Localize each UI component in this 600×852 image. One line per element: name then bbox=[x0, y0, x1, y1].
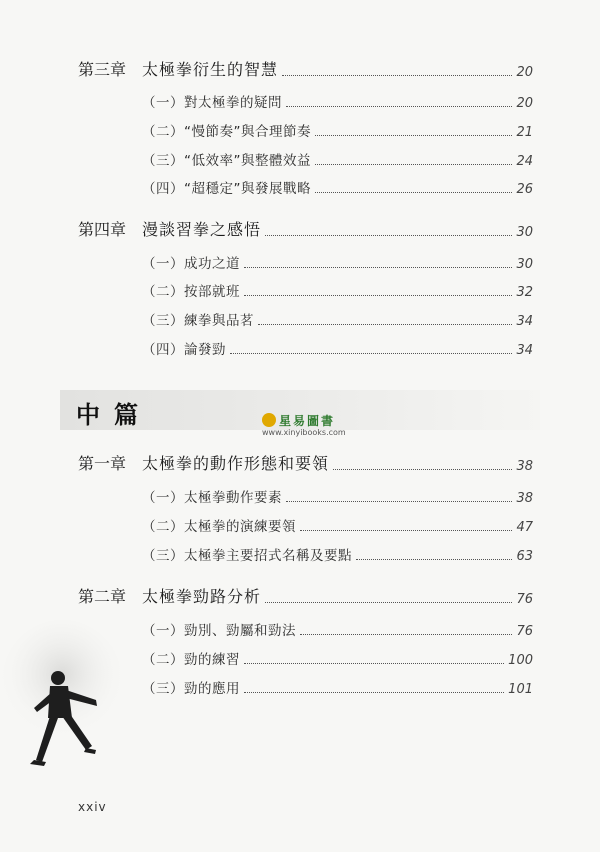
page-number: 30 bbox=[516, 225, 533, 240]
section-title: （二）太極拳的演練要領 bbox=[142, 519, 296, 535]
page-number: 76 bbox=[516, 624, 533, 639]
section-title: （二）勁的練習 bbox=[142, 652, 240, 668]
page-number: 34 bbox=[516, 314, 533, 329]
section-title: （一）成功之道 bbox=[142, 256, 240, 272]
chapter-title: 太極拳的動作形態和要領 bbox=[142, 454, 330, 473]
dot-leader bbox=[282, 75, 512, 76]
toc-section[interactable] bbox=[142, 648, 533, 668]
taichi-figure-icon bbox=[0, 600, 120, 780]
dot-leader bbox=[286, 106, 512, 107]
dot-leader bbox=[356, 559, 512, 560]
page-number: 20 bbox=[516, 65, 533, 80]
page-number: 101 bbox=[508, 682, 533, 697]
dot-leader bbox=[244, 692, 504, 693]
page-number: 100 bbox=[508, 653, 533, 668]
toc-chapter[interactable] bbox=[78, 58, 533, 80]
chapter-number: 第一章 bbox=[78, 454, 127, 473]
publisher-watermark bbox=[262, 413, 382, 445]
page-number: 20 bbox=[516, 96, 533, 111]
toc-chapter[interactable] bbox=[78, 452, 533, 474]
chapter-title: 漫談習拳之感悟 bbox=[142, 220, 262, 239]
toc-section[interactable] bbox=[142, 177, 533, 197]
part-title: 中篇 bbox=[76, 401, 152, 429]
toc-chapter[interactable] bbox=[78, 218, 533, 240]
chapter-number: 第三章 bbox=[78, 60, 127, 79]
page-number: 38 bbox=[516, 491, 533, 506]
page-number: 38 bbox=[516, 459, 533, 474]
page-number: 76 bbox=[516, 592, 533, 607]
toc-section[interactable] bbox=[142, 486, 533, 506]
section-title: （一）對太極拳的疑問 bbox=[142, 95, 282, 111]
section-title: （二）“慢節奏”與合理節奏 bbox=[142, 124, 311, 140]
toc-section[interactable] bbox=[142, 677, 533, 697]
page-number: 30 bbox=[516, 257, 533, 272]
toc-section[interactable] bbox=[142, 515, 533, 535]
toc-section[interactable] bbox=[142, 309, 533, 329]
page-number: 21 bbox=[516, 125, 533, 140]
section-title: （二）按部就班 bbox=[142, 284, 240, 300]
chapter-title: 太極拳勁路分析 bbox=[142, 587, 262, 606]
dot-leader bbox=[286, 501, 512, 502]
toc-section[interactable] bbox=[142, 544, 533, 564]
dot-leader bbox=[258, 324, 512, 325]
section-title: （四）“超穩定”與發展戰略 bbox=[142, 181, 311, 197]
page-number: 32 bbox=[516, 285, 533, 300]
page-folio: xxiv bbox=[78, 800, 107, 814]
section-title: （三）“低效率”與整體效益 bbox=[142, 153, 311, 169]
page-number: 26 bbox=[516, 182, 533, 197]
watermark-url: www.xinyibooks.com bbox=[262, 428, 346, 437]
section-title: （三）勁的應用 bbox=[142, 681, 240, 697]
dot-leader bbox=[265, 602, 512, 603]
toc-section[interactable] bbox=[142, 280, 533, 300]
dot-leader bbox=[315, 135, 512, 136]
dot-leader bbox=[244, 267, 512, 268]
section-title: （一）太極拳動作要素 bbox=[142, 490, 282, 506]
chapter-number: 第二章 bbox=[78, 587, 127, 606]
toc-section[interactable] bbox=[142, 338, 533, 358]
dot-leader bbox=[300, 634, 512, 635]
dot-leader bbox=[300, 530, 512, 531]
page-number: 24 bbox=[516, 154, 533, 169]
dot-leader bbox=[315, 192, 512, 193]
toc-section[interactable] bbox=[142, 619, 533, 639]
section-title: （四）論發勁 bbox=[142, 342, 226, 358]
toc-section[interactable] bbox=[142, 149, 533, 169]
chapter-number: 第四章 bbox=[78, 220, 127, 239]
dot-leader bbox=[244, 663, 504, 664]
section-title: （一）勁別、勁屬和勁法 bbox=[142, 623, 296, 639]
toc-section[interactable] bbox=[142, 252, 533, 272]
toc-chapter[interactable] bbox=[78, 585, 533, 607]
dot-leader bbox=[244, 295, 512, 296]
book-logo-icon bbox=[262, 413, 276, 427]
toc-section[interactable] bbox=[142, 91, 533, 111]
dot-leader bbox=[230, 353, 512, 354]
chapter-title: 太極拳衍生的智慧 bbox=[142, 60, 279, 79]
section-title: （三）練拳與品茗 bbox=[142, 313, 254, 329]
section-title: （三）太極拳主要招式名稱及要點 bbox=[142, 548, 352, 564]
page-number: 47 bbox=[516, 520, 533, 535]
dot-leader bbox=[315, 164, 512, 165]
page-number: 34 bbox=[516, 343, 533, 358]
dot-leader bbox=[265, 235, 512, 236]
watermark-brand: 星易圖書 bbox=[279, 414, 336, 428]
page-number: 63 bbox=[516, 549, 533, 564]
dot-leader bbox=[333, 469, 512, 470]
toc-section[interactable] bbox=[142, 120, 533, 140]
